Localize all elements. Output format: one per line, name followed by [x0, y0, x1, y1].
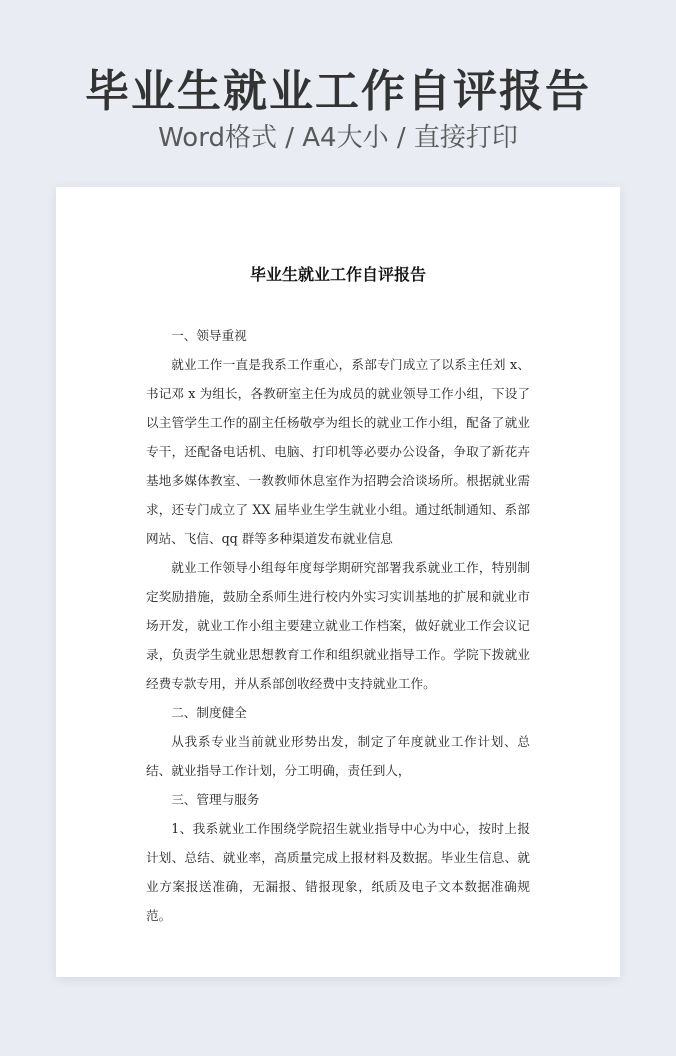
section-heading-management: 三、管理与服务 [171, 792, 260, 807]
document-title: 毕业生就业工作自评报告 [249, 265, 426, 284]
section-heading-system: 二、制度健全 [171, 705, 247, 720]
paragraph: 1、我系就业工作围绕学院招生就业指导中心为中心，按时上报计划、总结、就业率，高质量完成上报材料及数据。毕业生信息、就业方案报送准确，无漏报、错报现象，纸质及电子文本数据准确规范。 [146, 821, 530, 923]
document-page [56, 187, 620, 977]
section-heading-leadership: 一、领导重视 [171, 328, 247, 343]
paragraph: 从我系专业当前就业形势出发，制定了年度就业工作计划、总结、就业指导工作计划，分工明确，责任到人， [146, 734, 530, 778]
document-body [146, 321, 530, 930]
paragraph: 就业工作领导小组每年度每学期研究部署我系就业工作，特别制定奖励措施，鼓励全系师生进行校内外实习实训基地的扩展和就业市场开发，就业工作小组主要建立就业工作档案，做好就业工作会议记录，负责学生就业思想教育工作和组织就业指导工作。学院下拨就业经费专款专用，并从系部创收经费中支持就业工作。 [146, 560, 530, 691]
page-subtitle: Word格式 / A4大小 / 直接打印 [158, 123, 518, 153]
paragraph: 就业工作一直是我系工作重心，系部专门成立了以系主任刘 x、书记邓 x 为组长，各教研室主任为成员的就业领导工作小组，下设了以主管学生工作的副主任杨敬亭为组长的就业工作小组，配备了就业专干，还配备电话机、电脑、打印机等必要办公设备，争取了新花卉基地多媒体教室、一教教师休息室作为招聘会洽谈场所。根据就业需求，还专门成立了 XX 届毕业生学生就业小组。通过纸制通知、系部网站、飞信、qq 群等多种渠道发布就业信息 [146, 357, 530, 546]
page-title: 毕业生就业工作自评报告 [85, 66, 591, 117]
